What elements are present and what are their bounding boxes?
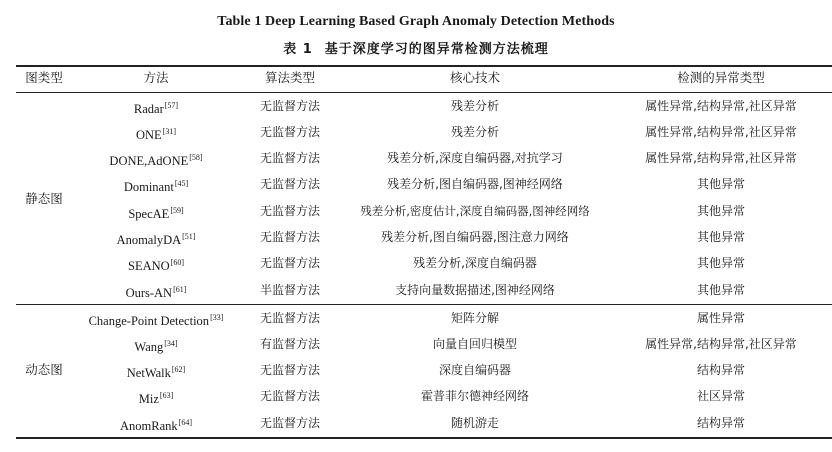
anomaly-cell: 其他异常 xyxy=(696,282,745,297)
table-title-english: Table 1 Deep Learning Based Graph Anomaly Detection Methods xyxy=(217,14,615,29)
method-cell: NetWalk[62] xyxy=(126,365,186,381)
technique-cell: 支持向量数据描述,图神经网络 xyxy=(395,282,555,297)
anomaly-cell: 结构异常 xyxy=(696,363,745,378)
algorithm-cell: 无监督方法 xyxy=(259,98,320,113)
method-cell: Miz[63] xyxy=(138,391,174,407)
header-algorithm-type: 算法类型 xyxy=(264,70,315,85)
method-cell: AnomalyDA[51] xyxy=(116,232,196,247)
technique-cell: 霍普菲尔德神经网络 xyxy=(420,389,529,404)
technique-cell: 残差分析,图自编码器,图注意力网络 xyxy=(381,230,569,244)
anomaly-cell: 结构异常 xyxy=(696,415,745,430)
method-cell: Dominant[45] xyxy=(123,179,189,195)
technique-cell: 残差分析 xyxy=(450,98,499,113)
technique-cell: 向量自回归模型 xyxy=(432,336,517,351)
algorithm-cell: 无监督方法 xyxy=(259,230,320,244)
technique-cell: 残差分析,深度自编码器 xyxy=(413,256,537,271)
method-cell: Radar[57] xyxy=(133,100,179,116)
header-anomaly-type: 检测的异常类型 xyxy=(677,70,765,85)
method-cell: Change-Point Detection[33] xyxy=(88,312,224,328)
algorithm-cell: 无监督方法 xyxy=(259,363,320,378)
technique-cell: 残差分析,图自编码器,图神经网络 xyxy=(387,177,563,192)
method-cell: Ours-AN[61] xyxy=(125,284,187,300)
technique-cell: 随机游走 xyxy=(450,415,499,430)
anomaly-cell: 其他异常 xyxy=(696,230,745,244)
algorithm-cell: 无监督方法 xyxy=(259,177,320,192)
header-graph-type: 图类型 xyxy=(25,70,63,85)
method-cell: ONE[31] xyxy=(135,126,177,142)
anomaly-cell: 属性异常,结构异常,社区异常 xyxy=(645,336,797,351)
technique-cell: 矩阵分解 xyxy=(450,310,499,325)
table-number: 表 1 xyxy=(283,42,313,57)
algorithm-cell: 无监督方法 xyxy=(259,415,320,430)
algorithm-cell: 无监督方法 xyxy=(259,389,320,404)
algorithm-cell: 无监督方法 xyxy=(259,310,320,325)
anomaly-cell: 社区异常 xyxy=(696,389,745,404)
method-cell: SpecAE[59] xyxy=(128,205,184,221)
algorithm-cell: 无监督方法 xyxy=(259,203,320,218)
anomaly-cell: 属性异常,结构异常,社区异常 xyxy=(645,151,797,166)
algorithm-cell: 有监督方法 xyxy=(259,336,320,351)
method-cell: DONE,AdONE[58] xyxy=(109,153,203,169)
technique-cell: 深度自编码器 xyxy=(438,363,511,378)
method-cell: AnomRank[64] xyxy=(120,417,192,433)
table-bottom-rule xyxy=(16,437,832,439)
anomaly-cell: 其他异常 xyxy=(696,203,745,218)
header-method: 方法 xyxy=(143,70,169,85)
group-label-dynamic: 动态图 xyxy=(25,362,63,377)
algorithm-cell: 无监督方法 xyxy=(259,256,320,271)
table-title-chinese xyxy=(0,38,832,57)
anomaly-cell: 其他异常 xyxy=(696,256,745,271)
technique-cell: 残差分析,深度自编码器,对抗学习 xyxy=(387,151,563,166)
technique-cell: 残差分析 xyxy=(450,124,499,139)
anomaly-cell: 属性异常,结构异常,社区异常 xyxy=(645,98,797,113)
group-label-static: 静态图 xyxy=(25,191,63,206)
header-core-technique: 核心技术 xyxy=(449,70,500,85)
method-cell: Wang[34] xyxy=(134,338,178,354)
algorithm-cell: 无监督方法 xyxy=(259,124,320,139)
anomaly-cell: 其他异常 xyxy=(696,177,745,192)
method-cell: SEANO[60] xyxy=(128,258,184,274)
algorithm-cell: 半监督方法 xyxy=(259,282,320,297)
anomaly-cell: 属性异常 xyxy=(696,310,745,325)
anomaly-cell: 属性异常,结构异常,社区异常 xyxy=(645,124,797,139)
table-title-text: 基于深度学习的图异常检测方法梳理 xyxy=(324,42,549,57)
technique-cell: 残差分析,密度估计,深度自编码器,图神经网络 xyxy=(360,203,590,218)
algorithm-cell: 无监督方法 xyxy=(259,151,320,166)
